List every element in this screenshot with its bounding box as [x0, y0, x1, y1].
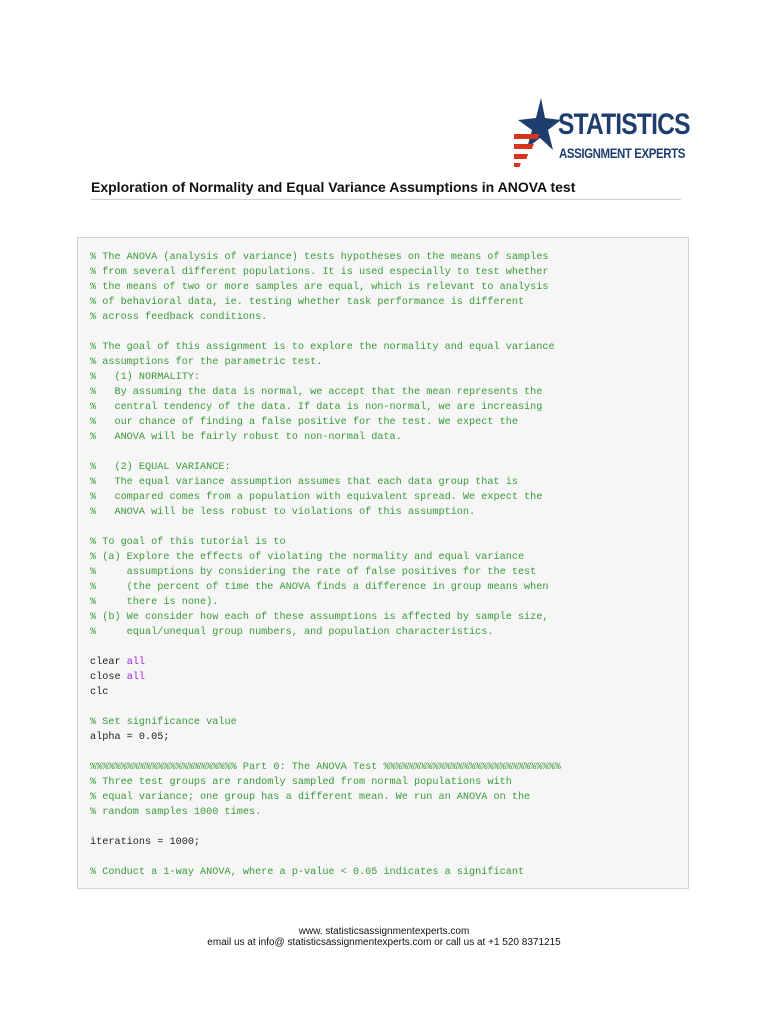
code-comment: % Three test groups are randomly sampled from normal populations with	[90, 777, 512, 788]
code-comment: % Set significance value	[90, 717, 237, 728]
code-line	[90, 625, 561, 640]
code-line	[90, 550, 561, 565]
code-comment: % ANOVA will be less robust to violations of this assumption.	[90, 507, 476, 518]
code-line	[90, 835, 561, 850]
code-comment: % assumptions by considering the rate of false positives for the test	[90, 567, 537, 578]
code-line	[90, 670, 561, 685]
code-comment: % compared comes from a population with equivalent spread. We expect the	[90, 492, 543, 503]
code-comment: % (a) Explore the effects of violating the normality and equal variance	[90, 552, 525, 563]
code-line	[90, 490, 561, 505]
code-line	[90, 415, 561, 430]
code-line	[90, 820, 561, 835]
code-comment: % equal/unequal group numbers, and population characteristics.	[90, 627, 494, 638]
code-line	[90, 475, 561, 490]
code-comment: % the means of two or more samples are equal, which is relevant to analysis	[90, 282, 549, 293]
code-statement: clc	[90, 687, 109, 698]
code-listing	[90, 250, 561, 880]
code-line	[90, 730, 561, 745]
code-comment: % By assuming the data is normal, we accept that the mean represents the	[90, 387, 543, 398]
code-line	[90, 565, 561, 580]
code-line	[90, 370, 561, 385]
code-comment: % The goal of this assignment is to explore the normality and equal variance	[90, 342, 555, 353]
code-line	[90, 265, 561, 280]
logo-wordmark-statistics: STATISTICS	[558, 108, 690, 141]
code-comment: %%%%%%%%%%%%%%%%%%%%%%%% Part 0: The ANOVA Test %%%%%%%%%%%%%%%%%%%%%%%%%%%%%	[90, 762, 561, 773]
code-comment: % central tendency of the data. If data is non-normal, we are increasing	[90, 402, 543, 413]
code-comment: % (b) We consider how each of these assumptions is affected by sample size,	[90, 612, 549, 623]
code-line	[90, 535, 561, 550]
document-title: Exploration of Normality and Equal Variance Assumptions in ANOVA test	[91, 179, 681, 200]
code-block	[77, 237, 689, 889]
code-comment: % assumptions for the parametric test.	[90, 357, 323, 368]
code-line	[90, 340, 561, 355]
code-line	[90, 775, 561, 790]
code-comment: % (2) EQUAL VARIANCE:	[90, 462, 231, 473]
code-line	[90, 760, 561, 775]
code-line	[90, 640, 561, 655]
footer-contact: email us at info@ statisticsassignmentexperts.com or call us at +1 520 8371215	[207, 937, 561, 948]
code-comment: % there is none).	[90, 597, 219, 608]
code-statement: alpha = 0.05;	[90, 732, 170, 743]
code-comment: % The ANOVA (analysis of variance) tests hypotheses on the means of samples	[90, 252, 549, 263]
code-line	[90, 280, 561, 295]
code-line	[90, 355, 561, 370]
code-line	[90, 460, 561, 475]
code-line	[90, 385, 561, 400]
code-line	[90, 580, 561, 595]
code-comment: % (the percent of time the ANOVA finds a difference in group means when	[90, 582, 549, 593]
code-line	[90, 715, 561, 730]
star-icon	[514, 94, 562, 168]
code-comment: % Conduct a 1-way ANOVA, where a p-value < 0.05 indicates a significant	[90, 867, 525, 878]
footer-website[interactable]: www. statisticsassignmentexperts.com	[298, 926, 470, 937]
code-line	[90, 325, 561, 340]
code-statement: clear	[90, 657, 127, 668]
code-line	[90, 790, 561, 805]
code-line	[90, 595, 561, 610]
code-line	[90, 400, 561, 415]
code-comment: % (1) NORMALITY:	[90, 372, 201, 383]
code-comment: % The equal variance assumption assumes that each data group that is	[90, 477, 518, 488]
code-statement: iterations = 1000;	[90, 837, 201, 848]
code-line	[90, 685, 561, 700]
code-line	[90, 700, 561, 715]
code-line	[90, 655, 561, 670]
code-line	[90, 745, 561, 760]
code-comment: % equal variance; one group has a different mean. We run an ANOVA on the	[90, 792, 531, 803]
code-keyword: all	[126, 657, 146, 668]
code-keyword: all	[126, 672, 146, 683]
code-comment: % ANOVA will be fairly robust to non-normal data.	[90, 432, 402, 443]
code-line	[90, 865, 561, 880]
code-line	[90, 445, 561, 460]
company-logo	[514, 94, 690, 168]
code-line	[90, 850, 561, 865]
logo-wordmark-assignment-experts: ASSIGNMENT EXPERTS	[559, 145, 685, 161]
code-line	[90, 805, 561, 820]
code-line	[90, 295, 561, 310]
code-statement: close	[90, 672, 127, 683]
code-comment: % random samples 1000 times.	[90, 807, 262, 818]
code-line	[90, 250, 561, 265]
code-line	[90, 610, 561, 625]
code-comment: % across feedback conditions.	[90, 312, 268, 323]
code-comment: % of behavioral data, ie. testing whether task performance is different	[90, 297, 525, 308]
code-line	[90, 520, 561, 535]
code-comment: % To goal of this tutorial is to	[90, 537, 286, 548]
code-line	[90, 505, 561, 520]
code-line	[90, 430, 561, 445]
code-comment: % from several different populations. It is used especially to test whether	[90, 267, 549, 278]
code-comment: % our chance of finding a false positive for the test. We expect the	[90, 417, 518, 428]
code-line	[90, 310, 561, 325]
